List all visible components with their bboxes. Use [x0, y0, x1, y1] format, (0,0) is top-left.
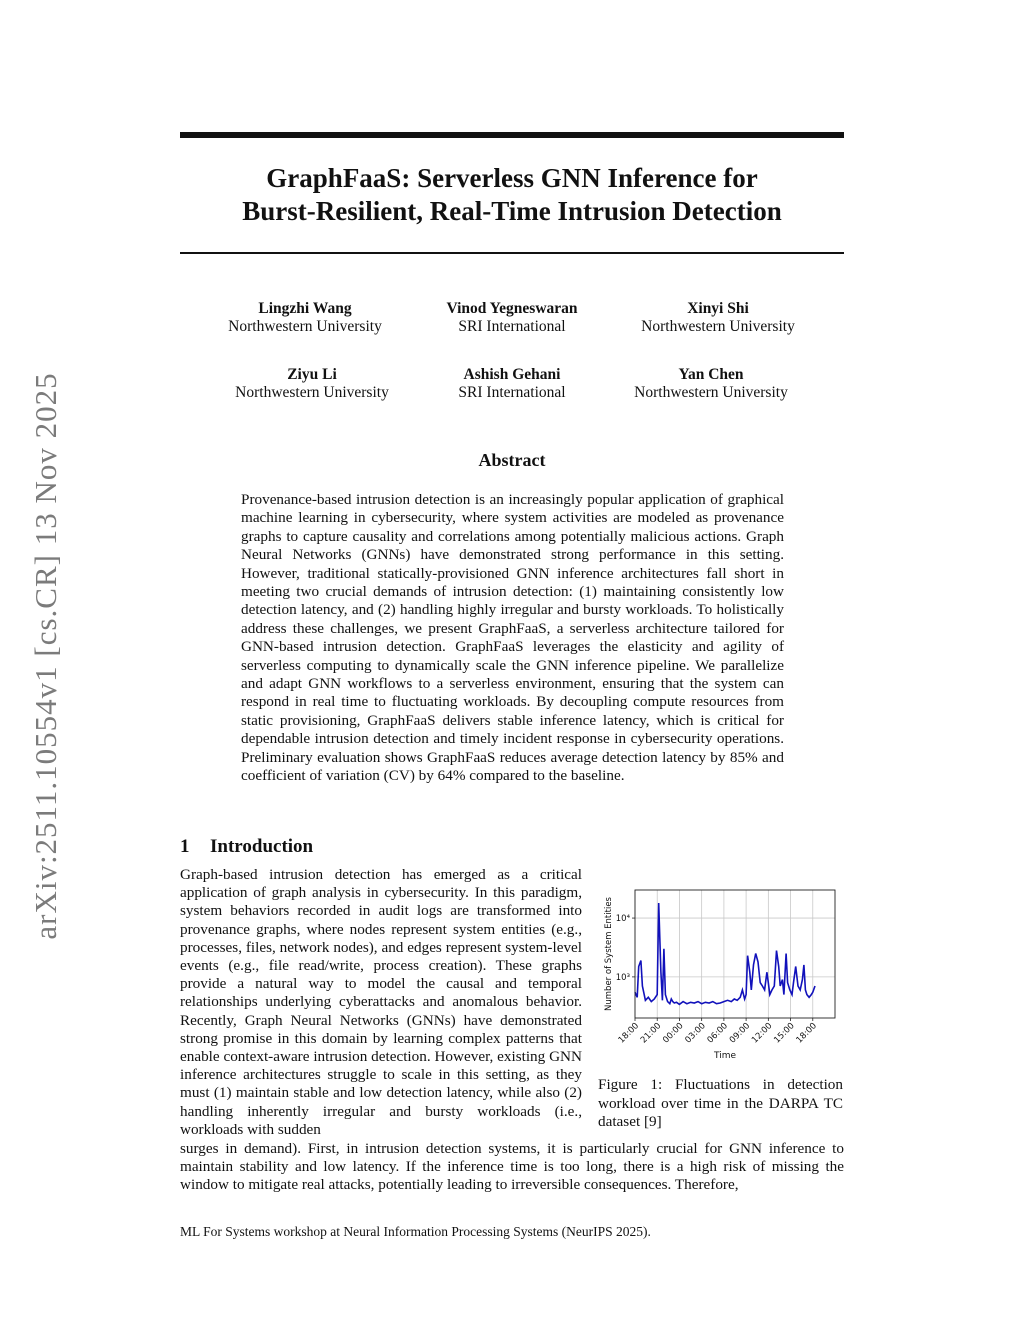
x-tick-label: 03:00	[683, 1021, 708, 1046]
author-name: Lingzhi Wang	[258, 300, 352, 317]
arxiv-identifier: arXiv:2511.10554v1 [cs.CR] 13 Nov 2025	[28, 372, 63, 940]
y-axis-label: Number of System Entities	[604, 897, 614, 1011]
intro-paragraph-wrapped: Graph-based intrusion detection has emerged as a critical application of graph analysis in cybersecurity. In this paradigm, system behaviors recorded in audit logs are transformed into provenance graphs, where nodes represent system entities (e.g., processes, files, network nodes), and edges represent system-level events (e.g., file read/write, process creation). These graphs provide a natural way to model the causal and temporal relationships underlying cyberattacks and anomalous behavior. Recently, Graph Neural Networks (GNNs) have demonstrated strong promise in this domain by learning complex patterns that enable context-aware intrusion detection. However, existing GNN inference architectures struggle to scale in this setting, as they must (1) maintain stable and low detection latency, while also (2) handling inherently irregular and bursty workloads (i.e., workloads with sudden	[180, 866, 582, 1138]
author-block	[185, 300, 425, 336]
section-number: 1	[180, 836, 190, 857]
footnote: ML For Systems workshop at Neural Information Processing Systems (NeurIPS 2025).	[180, 1224, 651, 1239]
author-name: Ziyu Li	[287, 366, 337, 383]
author-block	[598, 300, 838, 336]
x-axis-ticks	[617, 1018, 819, 1045]
x-tick-label: 12:00	[750, 1021, 775, 1046]
x-tick-label: 18:00	[794, 1021, 819, 1046]
section-heading	[180, 836, 313, 858]
author-name: Xinyi Shi	[687, 300, 749, 317]
author-affiliation: Northwestern University	[228, 318, 382, 335]
abstract-heading: Abstract	[478, 450, 546, 470]
author-affiliation: SRI International	[458, 318, 566, 335]
title-bottom-rule	[180, 252, 844, 254]
workload-chart	[598, 880, 846, 1070]
author-affiliation: Northwestern University	[235, 384, 389, 401]
author-block	[392, 300, 632, 336]
y-tick-label: 10³	[615, 972, 630, 983]
author-block	[591, 366, 831, 402]
x-tick-label: 09:00	[727, 1021, 753, 1046]
title-top-rule	[180, 132, 844, 138]
author-affiliation: Northwestern University	[641, 318, 795, 335]
author-affiliation: SRI International	[458, 384, 566, 401]
intro-paragraph-full: surges in demand). First, in intrusion detection systems, it is particularly crucial for GNN inference to maintain stability and low latency. If the inference time is too long, there is a high risk of missing the window to mitigate real attacks, potentially leading to irreversible consequences. Therefore,	[180, 1140, 844, 1194]
figure-caption: Figure 1: Fluctuations in detection workload over time in the DARPA TC dataset [9]	[598, 1076, 843, 1131]
y-tick-label: 10⁴	[615, 914, 630, 925]
paper-title	[180, 162, 844, 228]
title-line-2: Burst-Resilient, Real-Time Intrusion Detection	[242, 196, 782, 226]
abstract-body: Provenance-based intrusion detection is an increasingly popular application of graphical machine learning in cybersecurity, where system activities are modeled as provenance graphs to capture causality and correlations among potentially malicious actions. Graph Neural Networks (GNNs) have demonstrated strong performance in this setting. However, traditional statically-provisioned GNN inference architectures fall short in meeting two crucial demands of intrusion detection: (1) maintaining consistently low detection latency, and (2) handling highly irregular and bursty workloads. To holistically address these challenges, we present GraphFaaS, a serverless architecture tailored for GNN-based intrusion detection. GraphFaaS leverages the elasticity and agility of serverless computing to dynamically scale the GNN inference pipeline. We parallelize and adapt GNN workflows to a serverless environment, ensuring that the system can respond in real time to fluctuating workloads. By decoupling compute resources from static provisioning, GraphFaaS delivers stable inference latency, which is critical for dependable intrusion detection and timely incident response in cybersecurity operations. Preliminary evaluation shows GraphFaaS reduces average detection latency by 85% and coefficient of variation (CV) by 64% compared to the baseline.	[241, 491, 784, 785]
x-tick-label: 00:00	[661, 1021, 686, 1046]
author-name: Yan Chen	[678, 366, 744, 383]
author-name: Ashish Gehani	[463, 366, 561, 383]
y-axis-ticks	[616, 914, 635, 983]
x-tick-label: 21:00	[638, 1021, 664, 1046]
x-axis-label: Time	[713, 1051, 737, 1061]
section-title: Introduction	[210, 836, 314, 857]
x-tick-label: 18:00	[616, 1021, 642, 1046]
x-tick-label: 15:00	[772, 1021, 797, 1046]
author-name: Vinod Yegneswaran	[446, 300, 578, 317]
x-tick-label: 06:00	[705, 1021, 731, 1046]
title-line-1: GraphFaaS: Serverless GNN Inference for	[266, 163, 758, 193]
author-affiliation: Northwestern University	[634, 384, 788, 401]
